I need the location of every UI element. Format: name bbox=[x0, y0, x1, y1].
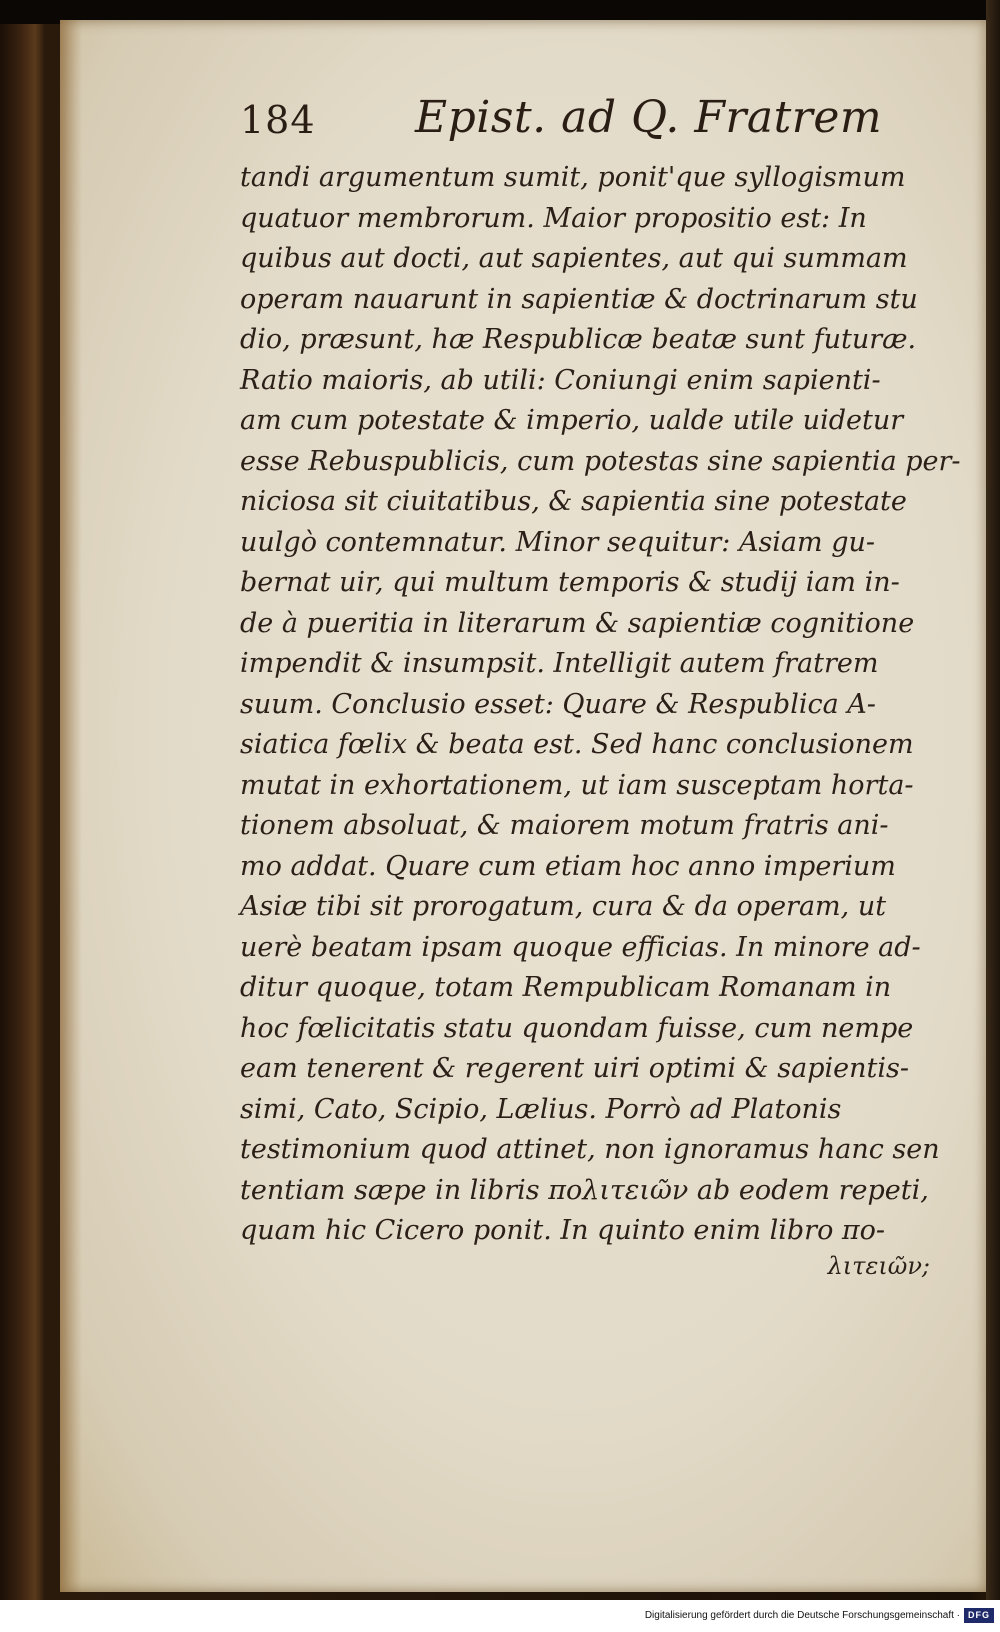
dfg-logo: DFG bbox=[964, 1608, 994, 1623]
text-line: impendit & insumpsit. Intelligit autem fratrem bbox=[240, 648, 879, 679]
text-line: uulgò contemnatur. Minor sequitur: Asiam gu- bbox=[240, 526, 876, 558]
text-line: uerè beatam ipsam quoque efficias. In minore ad- bbox=[240, 931, 921, 963]
page-gutter-shadow bbox=[60, 20, 82, 1592]
text-line: siatica fœlix & beata est. Sed hanc conclusionem bbox=[240, 729, 914, 760]
text-line: tionem absoluat, & maiorem motum fratris ani- bbox=[240, 810, 889, 841]
text-line: eam tenerent & regerent uiri optimi & sapientis- bbox=[240, 1053, 909, 1084]
text-line: simi, Cato, Scipio, Lælius. Porrò ad Platonis bbox=[240, 1093, 842, 1125]
text-line: esse Rebuspublicis, cum potestas sine sapientia per- bbox=[240, 445, 961, 477]
text-line: mo addat. Quare cum etiam hoc anno imperium bbox=[240, 850, 896, 882]
text-line: tentiam sæpe in libris πολιτειῶν ab eodem repeti, bbox=[240, 1174, 929, 1206]
text-line: de à pueritia in literarum & sapientiæ cognitione bbox=[240, 607, 915, 639]
text-line: Asiæ tibi sit prorogatum, cura & da operam, ut bbox=[240, 891, 887, 922]
text-line: quam hic Cicero ponit. In quinto enim libro πο- bbox=[240, 1215, 886, 1246]
text-line: bernat uir, qui multum temporis & studij iam in- bbox=[240, 567, 900, 598]
text-line: ditur quoque, totam Rempublicam Romanam in bbox=[240, 972, 892, 1003]
catchword: λιτειῶν; bbox=[827, 1252, 930, 1280]
running-title: Epist. ad Q. Fratrem bbox=[415, 92, 883, 143]
text-line: suum. Conclusio esset: Quare & Respublica A- bbox=[240, 688, 876, 720]
book-spine-edge bbox=[986, 0, 1000, 1600]
text-line: am cum potestate & imperio, ualde utile uidetur bbox=[240, 405, 904, 436]
running-head bbox=[240, 92, 883, 162]
text-line: hoc fœlicitatis statu quondam fuisse, cum nempe bbox=[240, 1012, 914, 1044]
text-line: Ratio maioris, ab utili: Coniungi enim sapienti- bbox=[240, 364, 881, 396]
text-line: dio, præsunt, hæ Respublicæ beatæ sunt futuræ. bbox=[240, 324, 917, 355]
text-line: testimonium quod attinet, non ignoramus hanc sen bbox=[240, 1134, 940, 1165]
page-text-body bbox=[240, 158, 961, 1252]
digitization-footer bbox=[0, 1602, 1000, 1632]
text-line: quatuor membrorum. Maior propositio est: In bbox=[240, 202, 867, 234]
funding-credit: Digitalisierung gefördert durch die Deutsche Forschungsgemeinschaft · bbox=[644, 1610, 960, 1621]
text-line: tandi argumentum sumit, ponit'que syllogismum bbox=[240, 162, 906, 193]
text-line: operam nauarunt in sapientiæ & doctrinarum stu bbox=[240, 283, 918, 315]
page-number: 184 bbox=[240, 98, 316, 142]
text-line: niciosa sit ciuitatibus, & sapientia sine potestate bbox=[240, 486, 907, 517]
text-line: quibus aut docti, aut sapientes, aut qui summam bbox=[240, 243, 908, 274]
text-line: mutat in exhortationem, ut iam susceptam horta- bbox=[240, 769, 914, 801]
